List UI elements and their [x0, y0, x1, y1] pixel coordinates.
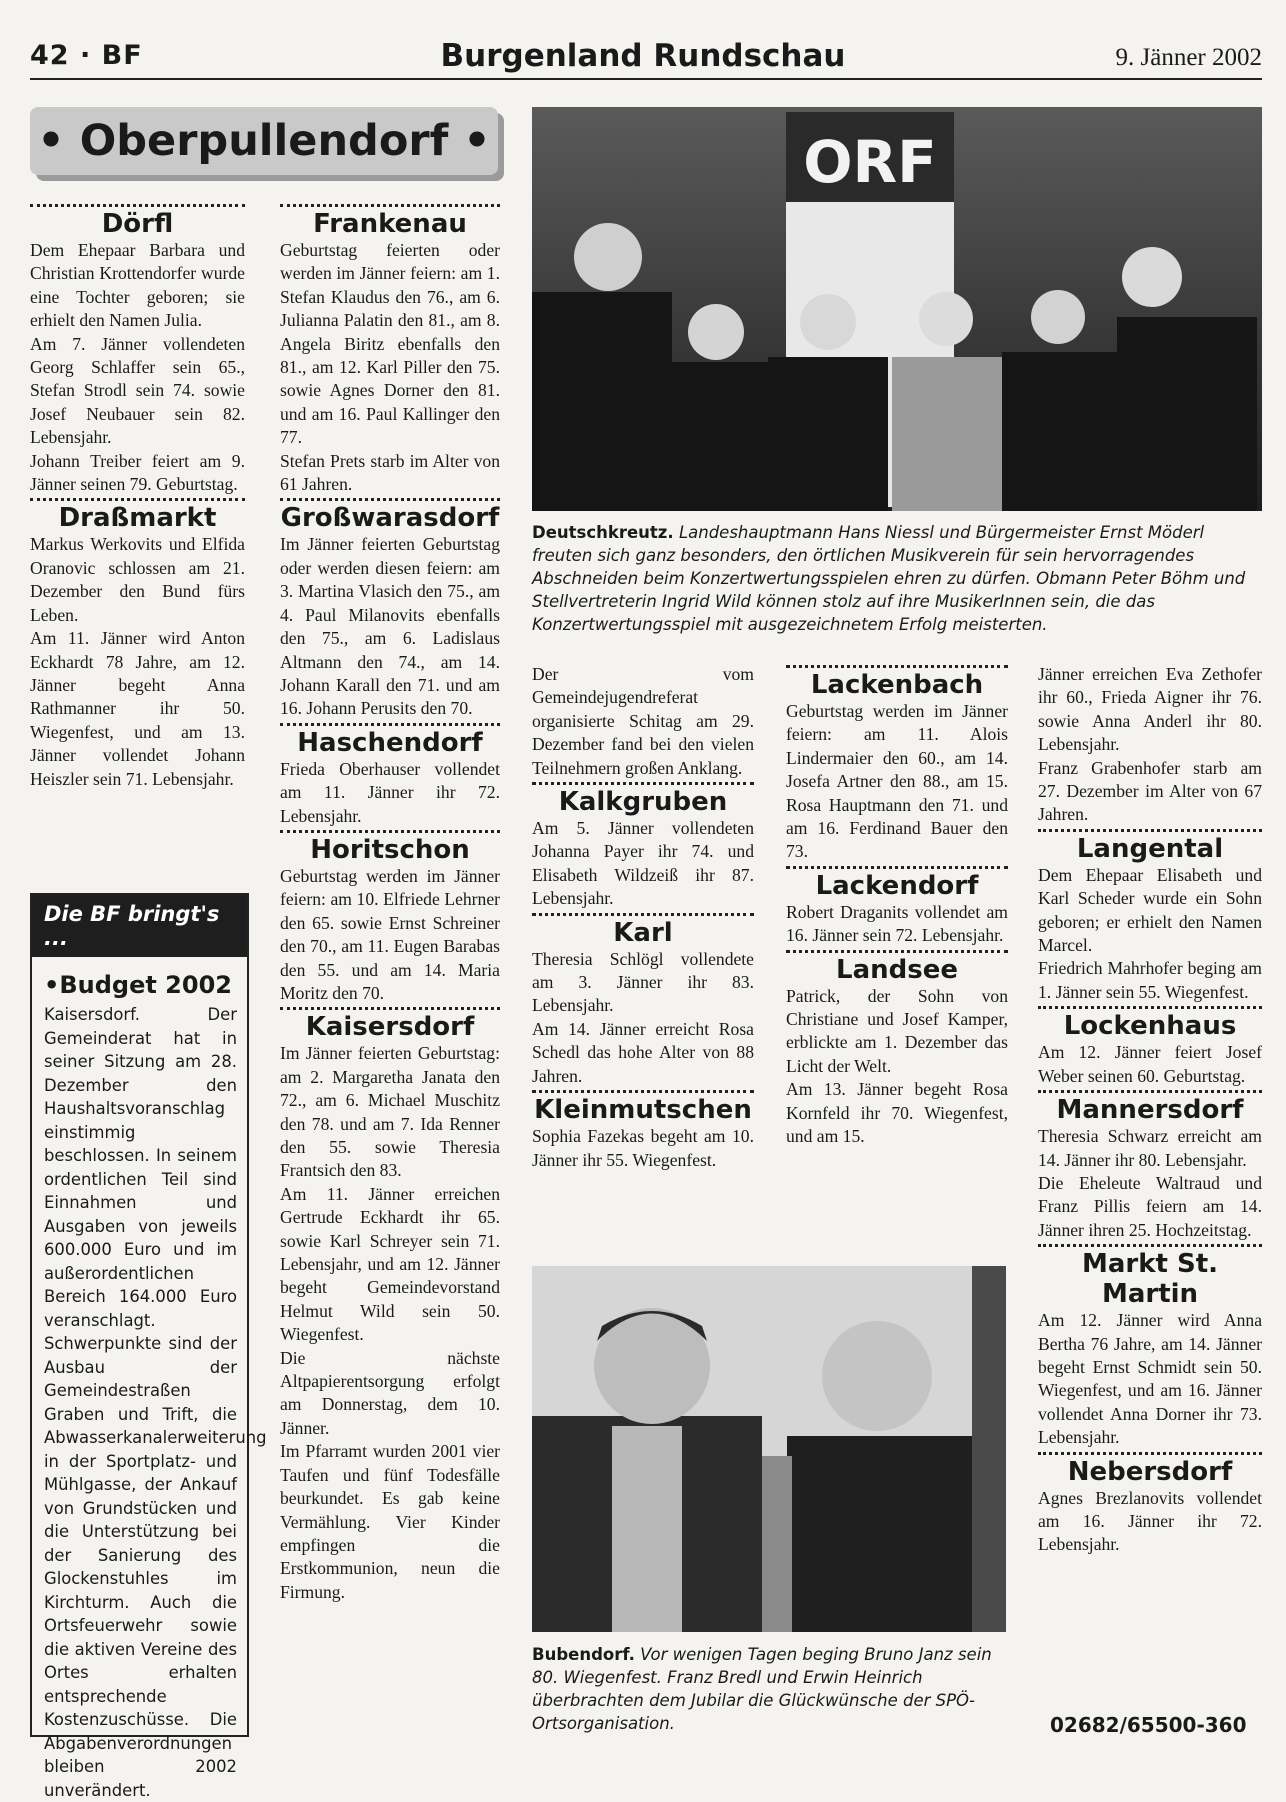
article — [532, 782, 754, 911]
article-heading: Großwarasdorf — [280, 503, 500, 534]
article-paragraph: Die Eheleute Waltraud und Franz Pillis feiern am 14. Jänner ihren 25. Hochzeitstag. — [1038, 1172, 1262, 1240]
group-photo-image — [532, 107, 1262, 511]
column-4 — [786, 663, 1008, 1149]
orf-sign: ORF — [803, 128, 937, 196]
dotted-divider — [280, 723, 500, 726]
article — [532, 913, 754, 1088]
article — [1038, 829, 1262, 1004]
dotted-divider — [786, 950, 1008, 953]
article-paragraph: Jänner erreichen Eva Zethofer ihr 60., Frieda Aigner ihr 76. sowie Anna Anderl ihr 80. Lebensjahr. — [1038, 664, 1262, 755]
article — [280, 498, 500, 720]
article — [1038, 663, 1262, 827]
dotted-divider — [1038, 1244, 1262, 1247]
article — [786, 866, 1008, 948]
dotted-divider — [280, 204, 500, 207]
info-box-text: Kaisersdorf. Der Gemeinderat hat in seiner Sitzung am 28. Dezember den Haushaltsvoranschlag einstimmig beschlossen. In seinem ordentlichen Teil sind Einnahmen und Ausgaben von jeweils 600.000 Euro und im außerordentlichen Bereich 164.000 Euro veranschlagt. Schwerpunkte sind der Ausbau der Gemeindestraßen Graben und Trift, die Abwasserkanalerweiterung in der Sportplatz- und Mühlgasse, der Ankauf von Grundstücken und die Unterstützung bei der Sanierung des Glockenstuhles im Kirchturm. Auch die Ortsfeuerwehr sowie die aktiven Vereine des Ortes erhalten entsprechende Kostenzuschüsse. Die Abgabenverordnungen bleiben 2002 unverändert. — [44, 1005, 267, 1800]
article — [786, 950, 1008, 1149]
dotted-divider — [1038, 1452, 1262, 1455]
dotted-divider — [280, 830, 500, 833]
article-paragraph: Dem Ehepaar Elisabeth und Karl Scheder wurde ein Sohn geboren; er erhielt den Namen Marcel. — [1038, 864, 1262, 956]
dotted-divider — [1038, 1006, 1262, 1009]
article-heading: Lockenhaus — [1063, 1011, 1237, 1042]
article — [532, 1090, 754, 1172]
jubilee-photo-image — [532, 1266, 1006, 1632]
article-paragraph: Der vom Gemeindejugendreferat organisierte Schitag am 29. Dezember fand bei den vielen Teilnehmern großen Anklang. — [532, 664, 754, 778]
article-paragraph: Am 13. Jänner begeht Rosa Kornfeld ihr 70. Wiegenfest, und am 15. — [786, 1079, 1008, 1147]
article-heading: Karl — [613, 917, 673, 948]
article-paragraph: Am 14. Jänner erreicht Rosa Schedl das hohe Alter von 88 Jahren. — [532, 1018, 754, 1086]
article — [280, 204, 500, 496]
article-paragraph: Am 7. Jänner vollendeten Georg Schlaffer sein 65., Stefan Strodl sein 74. sowie Josef Neubauer sein 82. Lebensjahr. — [30, 333, 245, 448]
article-paragraph: Markus Werkovits und Elfida Oranovic schlossen am 21. Dezember den Bund fürs Leben. — [30, 534, 245, 625]
article-heading: Markt St. Martin — [1081, 1249, 1219, 1310]
newspaper-title: Burgenland Rundschau — [440, 38, 846, 74]
article-heading: Nebersdorf — [1067, 1456, 1233, 1487]
article-paragraph: Dem Ehepaar Barbara und Christian Krottendorfer wurde eine Tochter geboren; sie erhielt den Namen Julia. — [30, 240, 245, 331]
article — [1038, 1090, 1262, 1242]
caption-text: Landeshauptmann Hans Niessl und Bürgermeister Ernst Möderl freuten sich ganz besonders, den örtlichen Musikverein für sein hervorragendes Abschneiden beim Konzertwertungsspielen ehren zu dürfen. Obmann Peter Böhm und Stellvertreterin Ingrid Wild können stolz auf ihre MusikerInnen sein, die das Konzertwertungsspiel mit ausgezeichnetem Erfolg meisterten. — [532, 523, 1246, 634]
article — [786, 665, 1008, 864]
article-paragraph: Patrick, der Sohn von Christiane und Josef Kamper, erblickte am 1. Dezember das Licht der Welt. — [786, 985, 1008, 1076]
article-paragraph: Friedrich Mahrhofer beging am 1. Jänner sein 55. Wiegenfest. — [1038, 958, 1262, 1002]
article-heading: Landsee — [836, 954, 958, 985]
article — [1038, 1244, 1262, 1449]
dotted-divider — [1038, 1090, 1262, 1093]
article-heading: Kalkgruben — [558, 787, 728, 818]
dotted-divider — [532, 1090, 754, 1093]
caption-text: Vor wenigen Tagen beging Bruno Janz sein 80. Wiegenfest. Franz Bredl und Erwin Heinrich überbrachten dem Jubilar die Glückwünsche der SPÖ-Ortsorganisation. — [532, 1645, 992, 1733]
article-heading: Lackenbach — [810, 670, 984, 700]
dotted-divider — [280, 498, 500, 501]
article-heading: Langental — [1076, 833, 1224, 864]
article-paragraph: Agnes Brezlanovits vollendet am 16. Jänner ihr 72. Lebensjahr. — [1038, 1487, 1262, 1555]
column-5 — [1038, 663, 1262, 1557]
group-photo — [532, 107, 1262, 511]
article — [1038, 1452, 1262, 1557]
article-paragraph: Im Jänner feierten Geburtstag oder werden diesen feiern: am 3. Martina Vlasich den 75., am 4. Paul Milanovits ebenfalls den 75., am 6. Ladislaus Altmann den 74., am 14. Johann Karall den 71. und am 16. Johann Perusits den 70. — [280, 534, 500, 719]
article-paragraph: Robert Draganits vollendet am 16. Jänner sein 72. Lebensjahr. — [786, 901, 1008, 946]
article-heading: Dörfl — [101, 209, 174, 239]
article-paragraph: Im Pfarramt wurden 2001 vier Taufen und fünf Todesfälle beurkundet. Es gab keine Vermählung. Vier Kinder empfingen die Erstkommunion, neun die Firmung. — [280, 1441, 500, 1602]
article-heading: Draßmarkt — [58, 503, 217, 534]
dotted-divider — [786, 665, 1008, 668]
page-number: 42 · BF — [30, 40, 143, 71]
article — [30, 204, 245, 496]
dotted-divider — [532, 913, 754, 916]
article-paragraph: Theresia Schwarz erreicht am 14. Jänner ihr 80. Lebensjahr. — [1038, 1126, 1262, 1170]
caption-place: Deutschkreutz. — [532, 523, 674, 542]
article — [1038, 1006, 1262, 1088]
article-paragraph: Stefan Prets starb im Alter von 61 Jahren. — [280, 450, 500, 495]
column-1 — [30, 202, 245, 791]
article-paragraph: Theresia Schlögl vollendete am 3. Jänner ihr 83. Lebensjahr. — [532, 948, 754, 1016]
dotted-divider — [1038, 829, 1262, 832]
article-heading: Kleinmutschen — [534, 1095, 752, 1126]
article — [280, 723, 500, 828]
article-paragraph: Sophia Fazekas begeht am 10. Jänner ihr 55. Wiegenfest. — [532, 1126, 754, 1170]
group-photo-caption — [532, 521, 1262, 636]
article-heading: Mannersdorf — [1056, 1095, 1244, 1126]
article-paragraph: Johann Treiber feiert am 9. Jänner seinen 79. Geburtstag. — [30, 450, 245, 495]
article-paragraph: Franz Grabenhofer starb am 27. Dezember im Alter von 67 Jahren. — [1038, 757, 1262, 825]
article-heading: Frankenau — [313, 209, 467, 239]
article-paragraph: Geburtstag werden im Jänner feiern: am 11. Alois Lindermaier den 60., am 14. Josefa Artner den 88., am 15. Rosa Hauptmann den 71. und am 16. Ferdinand Bauer den 73. — [786, 701, 1008, 862]
info-box-title: •Budget 2002 — [44, 971, 232, 999]
article-paragraph: Am 12. Jänner feiert Josef Weber seinen 60. Geburtstag. — [1038, 1042, 1262, 1086]
caption-place: Bubendorf. — [532, 1645, 635, 1664]
info-box-header: Die BF bringt's ... — [32, 895, 247, 957]
article-paragraph: Am 5. Jänner vollendeten Johanna Payer ihr 74. und Elisabeth Wildzeiß ihr 87. Lebensjahr. — [532, 818, 754, 909]
article-paragraph: Im Jänner feierten Geburtstag: am 2. Margaretha Janata den 72., am 6. Michael Muschitz den 78. und am 7. Ida Renner den 55. sowie Theresia Frantsich den 83. — [280, 1043, 500, 1181]
article — [280, 830, 500, 1005]
article-paragraph: Geburtstag werden im Jänner feiern: am 10. Elfriede Lehrner den 65. sowie Ernst Schreiner den 70., am 11. Eugen Barabas den 55. und am 14. Maria Moritz den 70. — [280, 865, 500, 1003]
article-paragraph: Die nächste Altpapierentsorgung erfolgt am Donnerstag, dem 10. Jänner. — [280, 1347, 500, 1438]
article-paragraph: Am 11. Jänner wird Anton Eckhardt 78 Jahre, am 12. Jänner begeht Anna Rathmanner ihr 50. Wiegenfest, und am 13. Jänner vollendet Johann Heiszler sein 71. Lebensjahr. — [30, 628, 245, 789]
dotted-divider — [30, 498, 245, 501]
article — [30, 498, 245, 790]
column-2 — [280, 202, 500, 1604]
article-paragraph: Am 11. Jänner erreichen Gertrude Eckhardt ihr 65. sowie Karl Schreyer sein 71. Lebensjahr, und am 12. Jänner begeht Gemeindevorstand Helmut Wild sein 50. Wiegenfest. — [280, 1183, 500, 1345]
article-heading: Haschendorf — [297, 727, 483, 758]
article — [280, 1007, 500, 1604]
article-paragraph: Am 12. Jänner wird Anna Bertha 76 Jahre, am 14. Jänner begeht Ernst Schmidt sein 50. Wiegenfest, und am 16. Jänner vollendet Anna Dorner ihr 73. Lebensjahr. — [1038, 1310, 1262, 1448]
column-3 — [532, 663, 754, 1172]
jubilee-photo — [532, 1266, 1006, 1632]
dotted-divider — [786, 866, 1008, 869]
issue-date: 9. Jänner 2002 — [1115, 44, 1262, 71]
article — [532, 663, 754, 780]
article-heading: Horitschon — [310, 834, 470, 865]
dotted-divider — [280, 1007, 500, 1010]
article-heading: Lackendorf — [815, 870, 979, 901]
info-box — [30, 893, 267, 1800]
dotted-divider — [30, 204, 245, 207]
article-heading: Kaisersdorf — [305, 1012, 475, 1043]
article-paragraph: Frieda Oberhauser vollendet am 11. Jänner ihr 72. Lebensjahr. — [280, 758, 500, 826]
dotted-divider — [532, 782, 754, 785]
section-banner: • Oberpullendorf • — [30, 107, 498, 175]
contact-phone: 02682/65500-360 — [1050, 1713, 1247, 1737]
jubilee-photo-caption — [532, 1643, 1006, 1735]
header-rule — [30, 78, 1262, 80]
article-paragraph: Geburtstag feierten oder werden im Jänner feiern: am 1. Stefan Klaudus den 76., am 6. Julianna Palatin den 81., am 8. Angela Biritz ebenfalls den 81., am 12. Karl Piller den 75. sowie Agnes Dorner den 81. und am 16. Paul Kallinger den 77. — [280, 240, 500, 448]
